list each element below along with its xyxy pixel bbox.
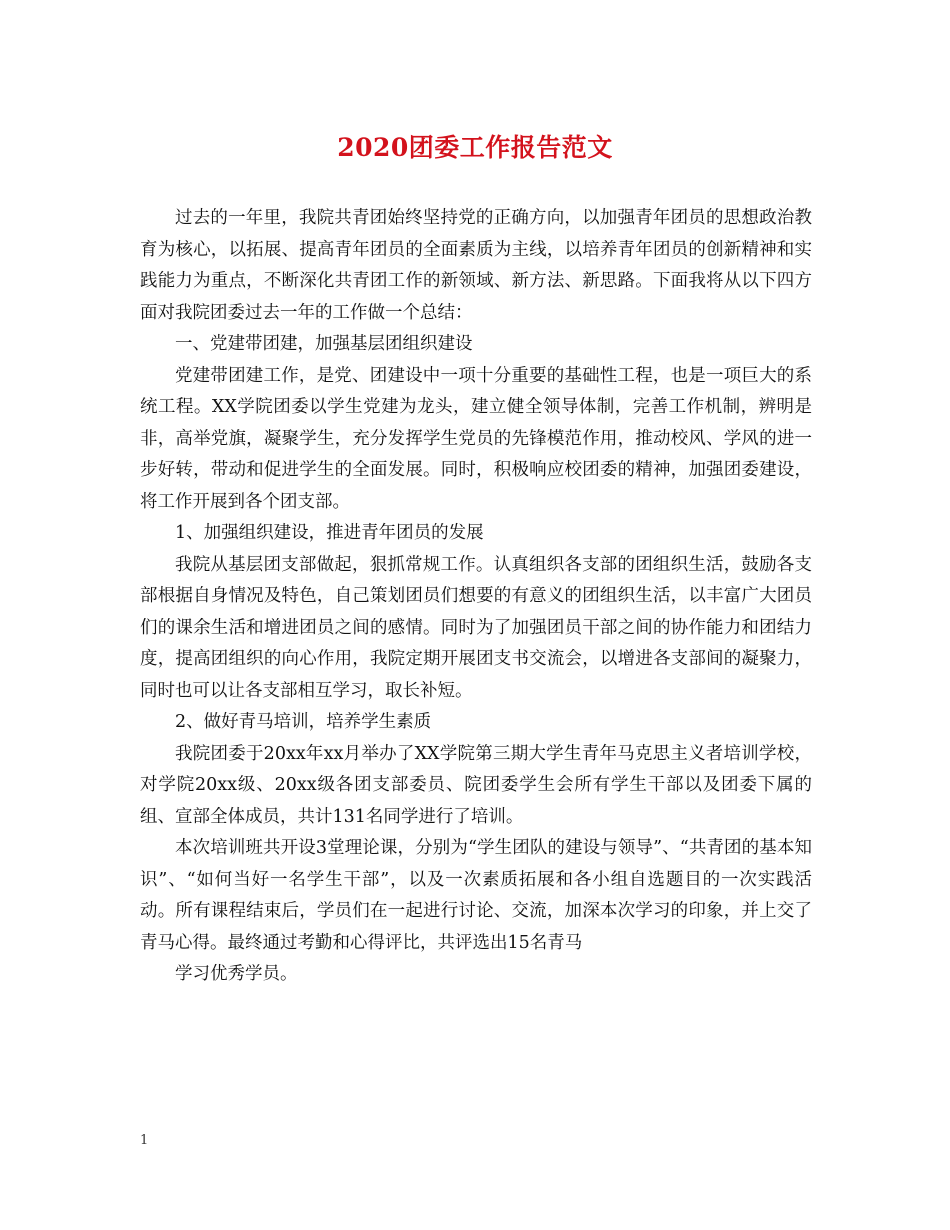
document-title: 2020团委工作报告范文 <box>337 133 613 162</box>
subsection-heading-1: 1、加强组织建设，推进青年团员的发展 <box>175 523 484 543</box>
paragraph-organization: 我院从基层团支部做起，狠抓常规工作。认真组织各支部的团组织生活，鼓励各支部根据自身情况及特色，自己策划团员们想要的有意义的团组织生活，以丰富广大团员们的课余生活和增进团员之间的感情。同时为了加强团员干部之间的协作能力和团结力度，提高团组织的向心作用，我院定期开展团支书交流会，以增进各支部间的凝聚力，同时也可以让各支部相互学习，取长补短。 <box>140 554 812 701</box>
paragraph-outstanding: 学习优秀学员。 <box>175 964 298 984</box>
document-body <box>140 203 812 991</box>
paragraph-courses: 本次培训班共开设3堂理论课，分别为“学生团队的建设与领导”、“共青团的基本知识”、“如何当好一名学生干部”，以及一次素质拓展和各小组自选题目的一次实践活动。所有课程结束后，学员们在一起进行讨论、交流，加深本次学习的印象，并上交了青马心得。最终通过考勤和心得评比，共评选出15名青马 <box>140 838 812 953</box>
subsection-heading-2: 2、做好青马培训，培养学生素质 <box>175 712 432 732</box>
section-heading-1: 一、党建带团建，加强基层团组织建设 <box>175 334 473 354</box>
paragraph-intro: 过去的一年里，我院共青团始终坚持党的正确方向，以加强青年团员的思想政治教育为核心，以拓展、提高青年团员的全面素质为主线，以培养青年团员的创新精神和实践能力为重点，不断深化共青团工作的新领域、新方法、新思路。下面我将从以下四方面对我院团委过去一年的工作做一个总结： <box>140 208 812 323</box>
page-number: 1 <box>140 1133 149 1148</box>
paragraph-training: 我院团委于20xx年xx月举办了XX学院第三期大学生青年马克思主义者培训学校，对学院20xx级、20xx级各团支部委员、院团委学生会所有学生干部以及团委下属的组、宣部全体成员，共计131名同学进行了培训。 <box>140 743 812 827</box>
paragraph-party-building: 党建带团建工作，是党、团建设中一项十分重要的基础性工程，也是一项巨大的系统工程。XX学院团委以学生党建为龙头，建立健全领导体制，完善工作机制，辨明是非，高举党旗，凝聚学生，充分发挥学生党员的先锋模范作用，推动校风、学风的进一步好转，带动和促进学生的全面发展。同时，积极响应校团委的精神，加强团委建设，将工作开展到各个团支部。 <box>140 365 812 512</box>
